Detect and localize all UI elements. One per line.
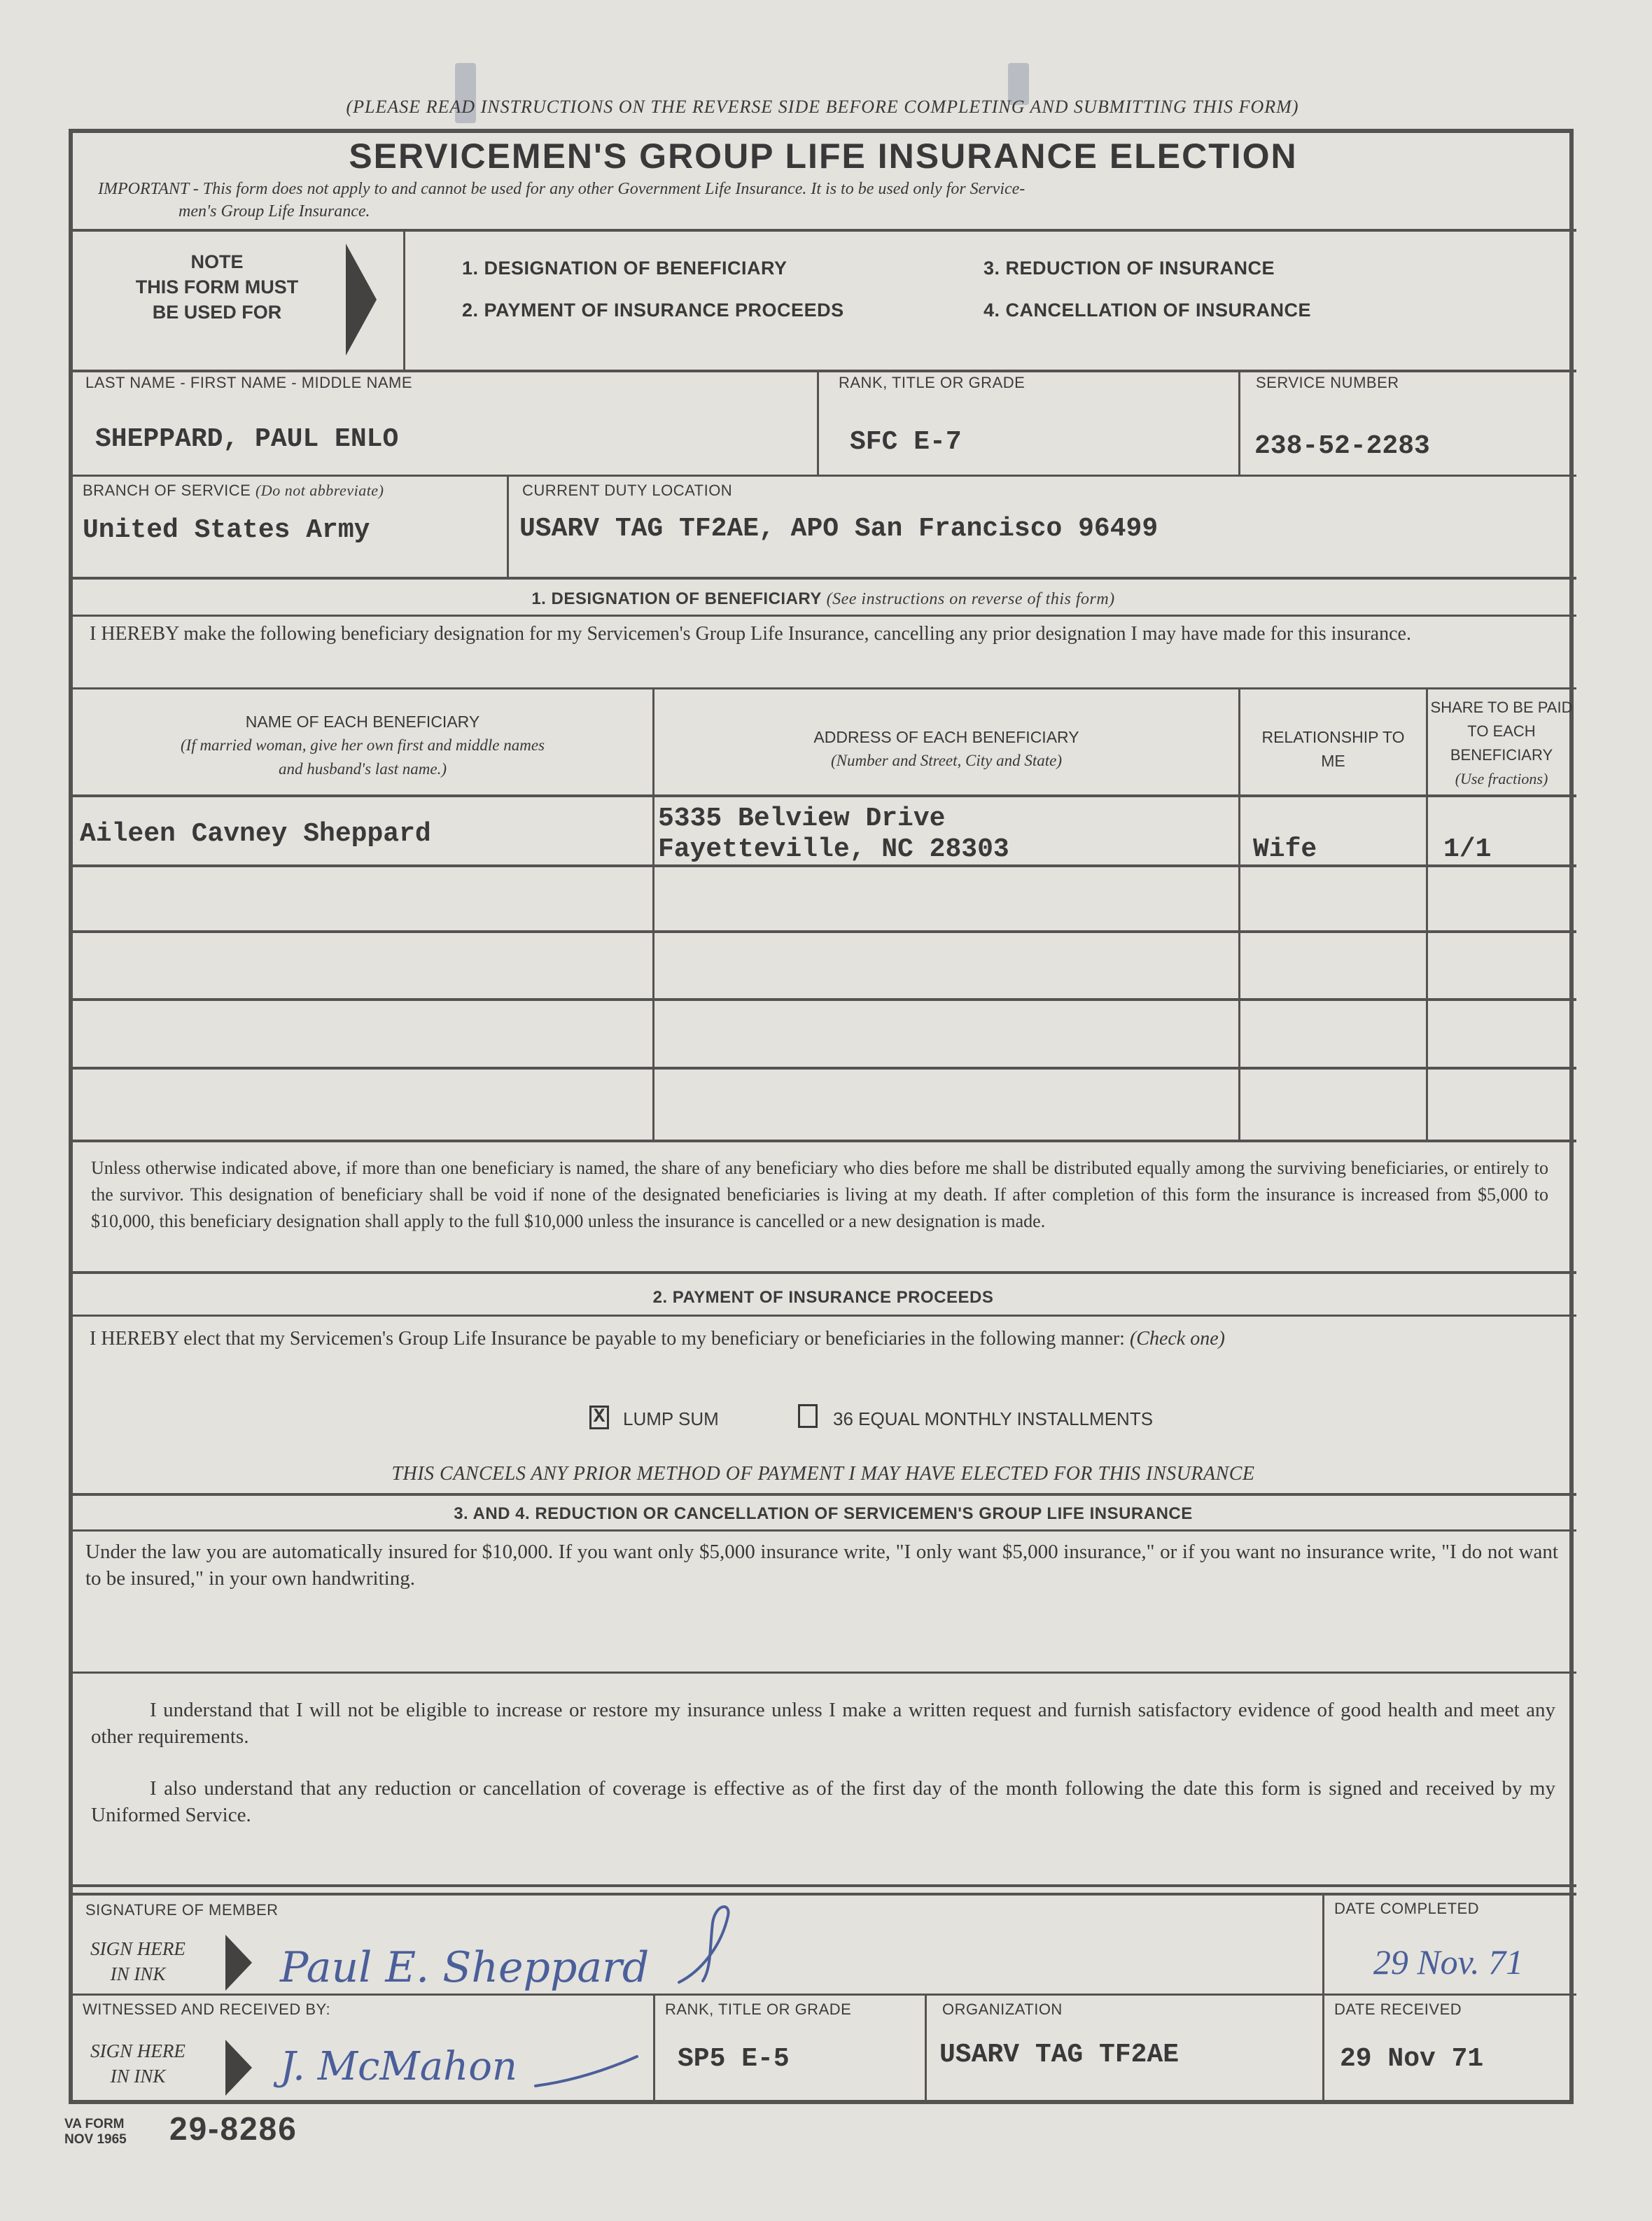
branch-field[interactable]: United States Army	[83, 515, 370, 545]
service-number-label: SERVICE NUMBER	[1256, 374, 1399, 391]
service-number-field[interactable]: 238-52-2283	[1254, 431, 1430, 461]
divider-after-unless	[70, 1271, 1576, 1274]
form-title: SERVICEMEN'S GROUP LIFE INSURANCE ELECTION	[349, 136, 1298, 176]
understand-text-2: I also understand that any reduction or cancellation of coverage is effective as of the first day of the month following the date this form is signed and received by my Uniformed Service.	[91, 1777, 1555, 1826]
date-completed-label: DATE COMPLETED	[1334, 1900, 1480, 1917]
col-header-share	[1428, 696, 1575, 791]
important-lead: IMPORTANT	[98, 180, 189, 198]
rank-label: RANK, TITLE OR GRADE	[839, 374, 1026, 391]
note-line1: NOTE	[190, 251, 244, 272]
witness-signature-field[interactable]: J. McMahon	[280, 2044, 517, 2089]
witness-sign-arrow-icon	[225, 2040, 252, 2096]
table-header-bottom	[70, 794, 1576, 797]
member-signature-label: SIGNATURE OF MEMBER	[85, 1901, 279, 1919]
col-header-share-note: (Use fractions)	[1455, 770, 1548, 787]
note-block	[112, 249, 322, 325]
branch-duty-divider	[507, 476, 509, 578]
witness-sign-here-line1: SIGN HERE	[90, 2040, 186, 2061]
name-field[interactable]: SHEPPARD, PAUL ENLO	[95, 424, 399, 454]
beneficiary-address-line2[interactable]: Fayetteville, NC 28303	[658, 834, 1009, 864]
lump-sum-label: LUMP SUM	[623, 1408, 719, 1429]
section3-title: 3. AND 4. REDUCTION OR CANCELLATION OF SERVICEMEN'S GROUP LIFE INSURANCE	[454, 1504, 1193, 1523]
use-1: 1. DESIGNATION OF BENEFICIARY	[462, 258, 788, 279]
divider-after-name-row	[70, 475, 1576, 477]
section1-heading	[70, 589, 1576, 609]
form-number: 29-8286	[169, 2110, 298, 2147]
note-divider	[403, 230, 405, 371]
form-label	[64, 2117, 127, 2148]
witness-rank-label: RANK, TITLE OR GRADE	[665, 2001, 852, 2018]
beneficiary-relationship[interactable]: Wife	[1253, 834, 1317, 864]
organization-field[interactable]: USARV TAG TF2AE	[939, 2040, 1180, 2070]
note-arrow-icon	[346, 244, 377, 356]
col-header-address-title: ADDRESS OF EACH BENEFICIARY	[813, 728, 1079, 746]
date-received-label: DATE RECEIVED	[1334, 2001, 1462, 2018]
beneficiary-row-divider	[70, 998, 1576, 1001]
divider-after-law-text	[70, 1672, 1576, 1674]
beneficiary-row-divider	[70, 930, 1576, 933]
col-header-share-title: SHARE TO BE PAID TO EACH BENEFICIARY	[1430, 699, 1573, 764]
col-header-address	[654, 725, 1238, 773]
date-completed-field[interactable]: 29 Nov. 71	[1373, 1942, 1524, 1982]
cancel-note: THIS CANCELS ANY PRIOR METHOD OF PAYMENT I MAY HAVE ELECTED FOR THIS INSURANCE	[391, 1463, 1255, 1485]
member-sign-here-line2: IN INK	[110, 1963, 166, 1984]
witness-sign-here	[85, 2038, 190, 2089]
witness-sign-here-line2: IN INK	[110, 2066, 166, 2087]
important-line1	[98, 178, 1561, 200]
section2-hereby	[90, 1323, 1555, 1355]
divider-after-hereby	[70, 687, 1576, 689]
installments-checkbox[interactable]	[798, 1404, 818, 1428]
understand-text-1: I understand that I will not be eligible to increase or restore my insurance unless I make a written request and furnish satisfactory evidence of good health and meet any other requirements.	[91, 1699, 1555, 1748]
rank-organization-divider	[925, 1995, 927, 2104]
member-sign-arrow-icon	[225, 1935, 252, 1991]
beneficiary-table-bottom	[70, 1140, 1576, 1142]
unless-text: Unless otherwise indicated above, if more than one beneficiary is named, the share of any beneficiary who dies before me shall be distributed equally among the surviving beneficiaries, or entirely to the survivor. This designation of beneficiary shall be void if none of the designated beneficiaries is living at my death. If after completion of this form the insurance is increased from $5,000 to $10,000, this beneficiary designation shall apply to the full $10,000 unless the insurance is cancelled or a new designation is made.	[91, 1158, 1548, 1231]
col-header-name-title: NAME OF EACH BENEFICIARY	[245, 713, 480, 731]
law-text: Under the law you are automatically insured for $10,000. If you want only $5,000 insurance write, "I only want $5,000 insurance," or if you want no insurance write, "I do not want to be insured," in your own handwriting.	[85, 1541, 1558, 1590]
section1-hereby-text: I HEREBY make the following beneficiary designation for my Servicemen's Group Life Insurance, cancelling any prior designation I may have made for this insurance.	[90, 623, 1411, 645]
section2-hereby-text: I HEREBY elect that my Servicemen's Group Life Insurance be payable to my beneficiary or beneficiaries in the following manner:	[90, 1328, 1125, 1350]
divider-after-signature-row	[70, 1994, 1576, 1996]
member-sign-here	[85, 1936, 190, 1987]
instruction-note: (PLEASE READ INSTRUCTIONS ON THE REVERSE SIDE BEFORE COMPLETING AND SUBMITTING THIS FORM)	[346, 97, 1299, 117]
member-sign-here-line1: SIGN HERE	[90, 1938, 186, 1959]
divider-after-section2-title	[70, 1315, 1576, 1317]
witness-rank-field[interactable]: SP5 E-5	[678, 2044, 790, 2074]
col-header-name	[73, 710, 652, 781]
beneficiary-share[interactable]: 1/1	[1443, 834, 1492, 864]
note-line3: BE USED FOR	[152, 302, 282, 323]
use-2: 2. PAYMENT OF INSURANCE PROCEEDS	[462, 300, 844, 321]
form-label-line1: VA FORM	[64, 2117, 125, 2131]
section2-check-note: (Check one)	[1129, 1328, 1225, 1350]
branch-label-hint: (Do not abbreviate)	[255, 482, 384, 499]
important-text-line1: - This form does not apply to and cannot be used for any other Government Life Insurance. It is to be used only for Service-	[188, 180, 1026, 198]
organization-label: ORGANIZATION	[942, 2001, 1063, 2018]
form-label-line2: NOV 1965	[64, 2132, 127, 2147]
divider-after-branch-row	[70, 577, 1576, 580]
branch-label-text: BRANCH OF SERVICE	[83, 482, 251, 499]
divider-after-title	[70, 229, 1576, 232]
divider-after-section2	[70, 1493, 1576, 1496]
beneficiary-name[interactable]: Aileen Cavney Sheppard	[80, 819, 431, 849]
important-notice	[98, 178, 1561, 223]
use-3: 3. REDUCTION OF INSURANCE	[983, 258, 1275, 279]
duty-location-field[interactable]: USARV TAG TF2AE, APO San Francisco 96499	[519, 514, 1158, 544]
important-text-line2: men's Group Life Insurance.	[178, 202, 370, 220]
name-rank-divider	[817, 371, 819, 476]
col-header-name-note: (If married woman, give her own first and middle names and husband's last name.)	[180, 736, 545, 778]
beneficiary-address-line1[interactable]: 5335 Belview Drive	[658, 804, 946, 834]
beneficiary-row-divider	[70, 864, 1576, 867]
section1-title-note: (See instructions on reverse of this form)	[826, 590, 1115, 608]
section2-title: 2. PAYMENT OF INSURANCE PROCEEDS	[652, 1288, 994, 1307]
witness-label: WITNESSED AND RECEIVED BY:	[83, 2001, 331, 2018]
name-label: LAST NAME - FIRST NAME - MIDDLE NAME	[85, 374, 413, 391]
organization-date-divider	[1322, 1995, 1324, 2104]
rank-service-divider	[1238, 371, 1240, 476]
use-4: 4. CANCELLATION OF INSURANCE	[983, 300, 1312, 321]
divider-after-section3-title	[70, 1529, 1576, 1532]
section1-title: 1. DESIGNATION OF BENEFICIARY	[531, 589, 822, 608]
double-divider-top	[70, 1884, 1576, 1887]
rank-field[interactable]: SFC E-7	[850, 427, 962, 457]
col-header-relationship: RELATIONSHIP TO ME	[1261, 728, 1405, 770]
installments-label: 36 EQUAL MONTHLY INSTALLMENTS	[833, 1408, 1154, 1429]
lump-sum-checkbox[interactable]: X	[589, 1406, 609, 1429]
witness-signature-flourish	[532, 2051, 644, 2093]
date-received-field[interactable]: 29 Nov 71	[1340, 2044, 1484, 2074]
divider-after-note	[70, 370, 1576, 372]
divider-after-section1-title	[70, 615, 1576, 617]
branch-label	[83, 482, 384, 500]
member-signature-flourish	[672, 1898, 756, 1989]
double-divider-bottom	[70, 1893, 1576, 1896]
witness-rank-divider	[653, 1995, 655, 2104]
col-header-address-note: (Number and Street, City and State)	[830, 752, 1063, 769]
member-signature-field[interactable]: Paul E. Sheppard	[280, 1943, 650, 1992]
duty-location-label: CURRENT DUTY LOCATION	[522, 482, 733, 499]
note-line2: THIS FORM MUST	[135, 276, 299, 297]
beneficiary-row-divider	[70, 1067, 1576, 1070]
